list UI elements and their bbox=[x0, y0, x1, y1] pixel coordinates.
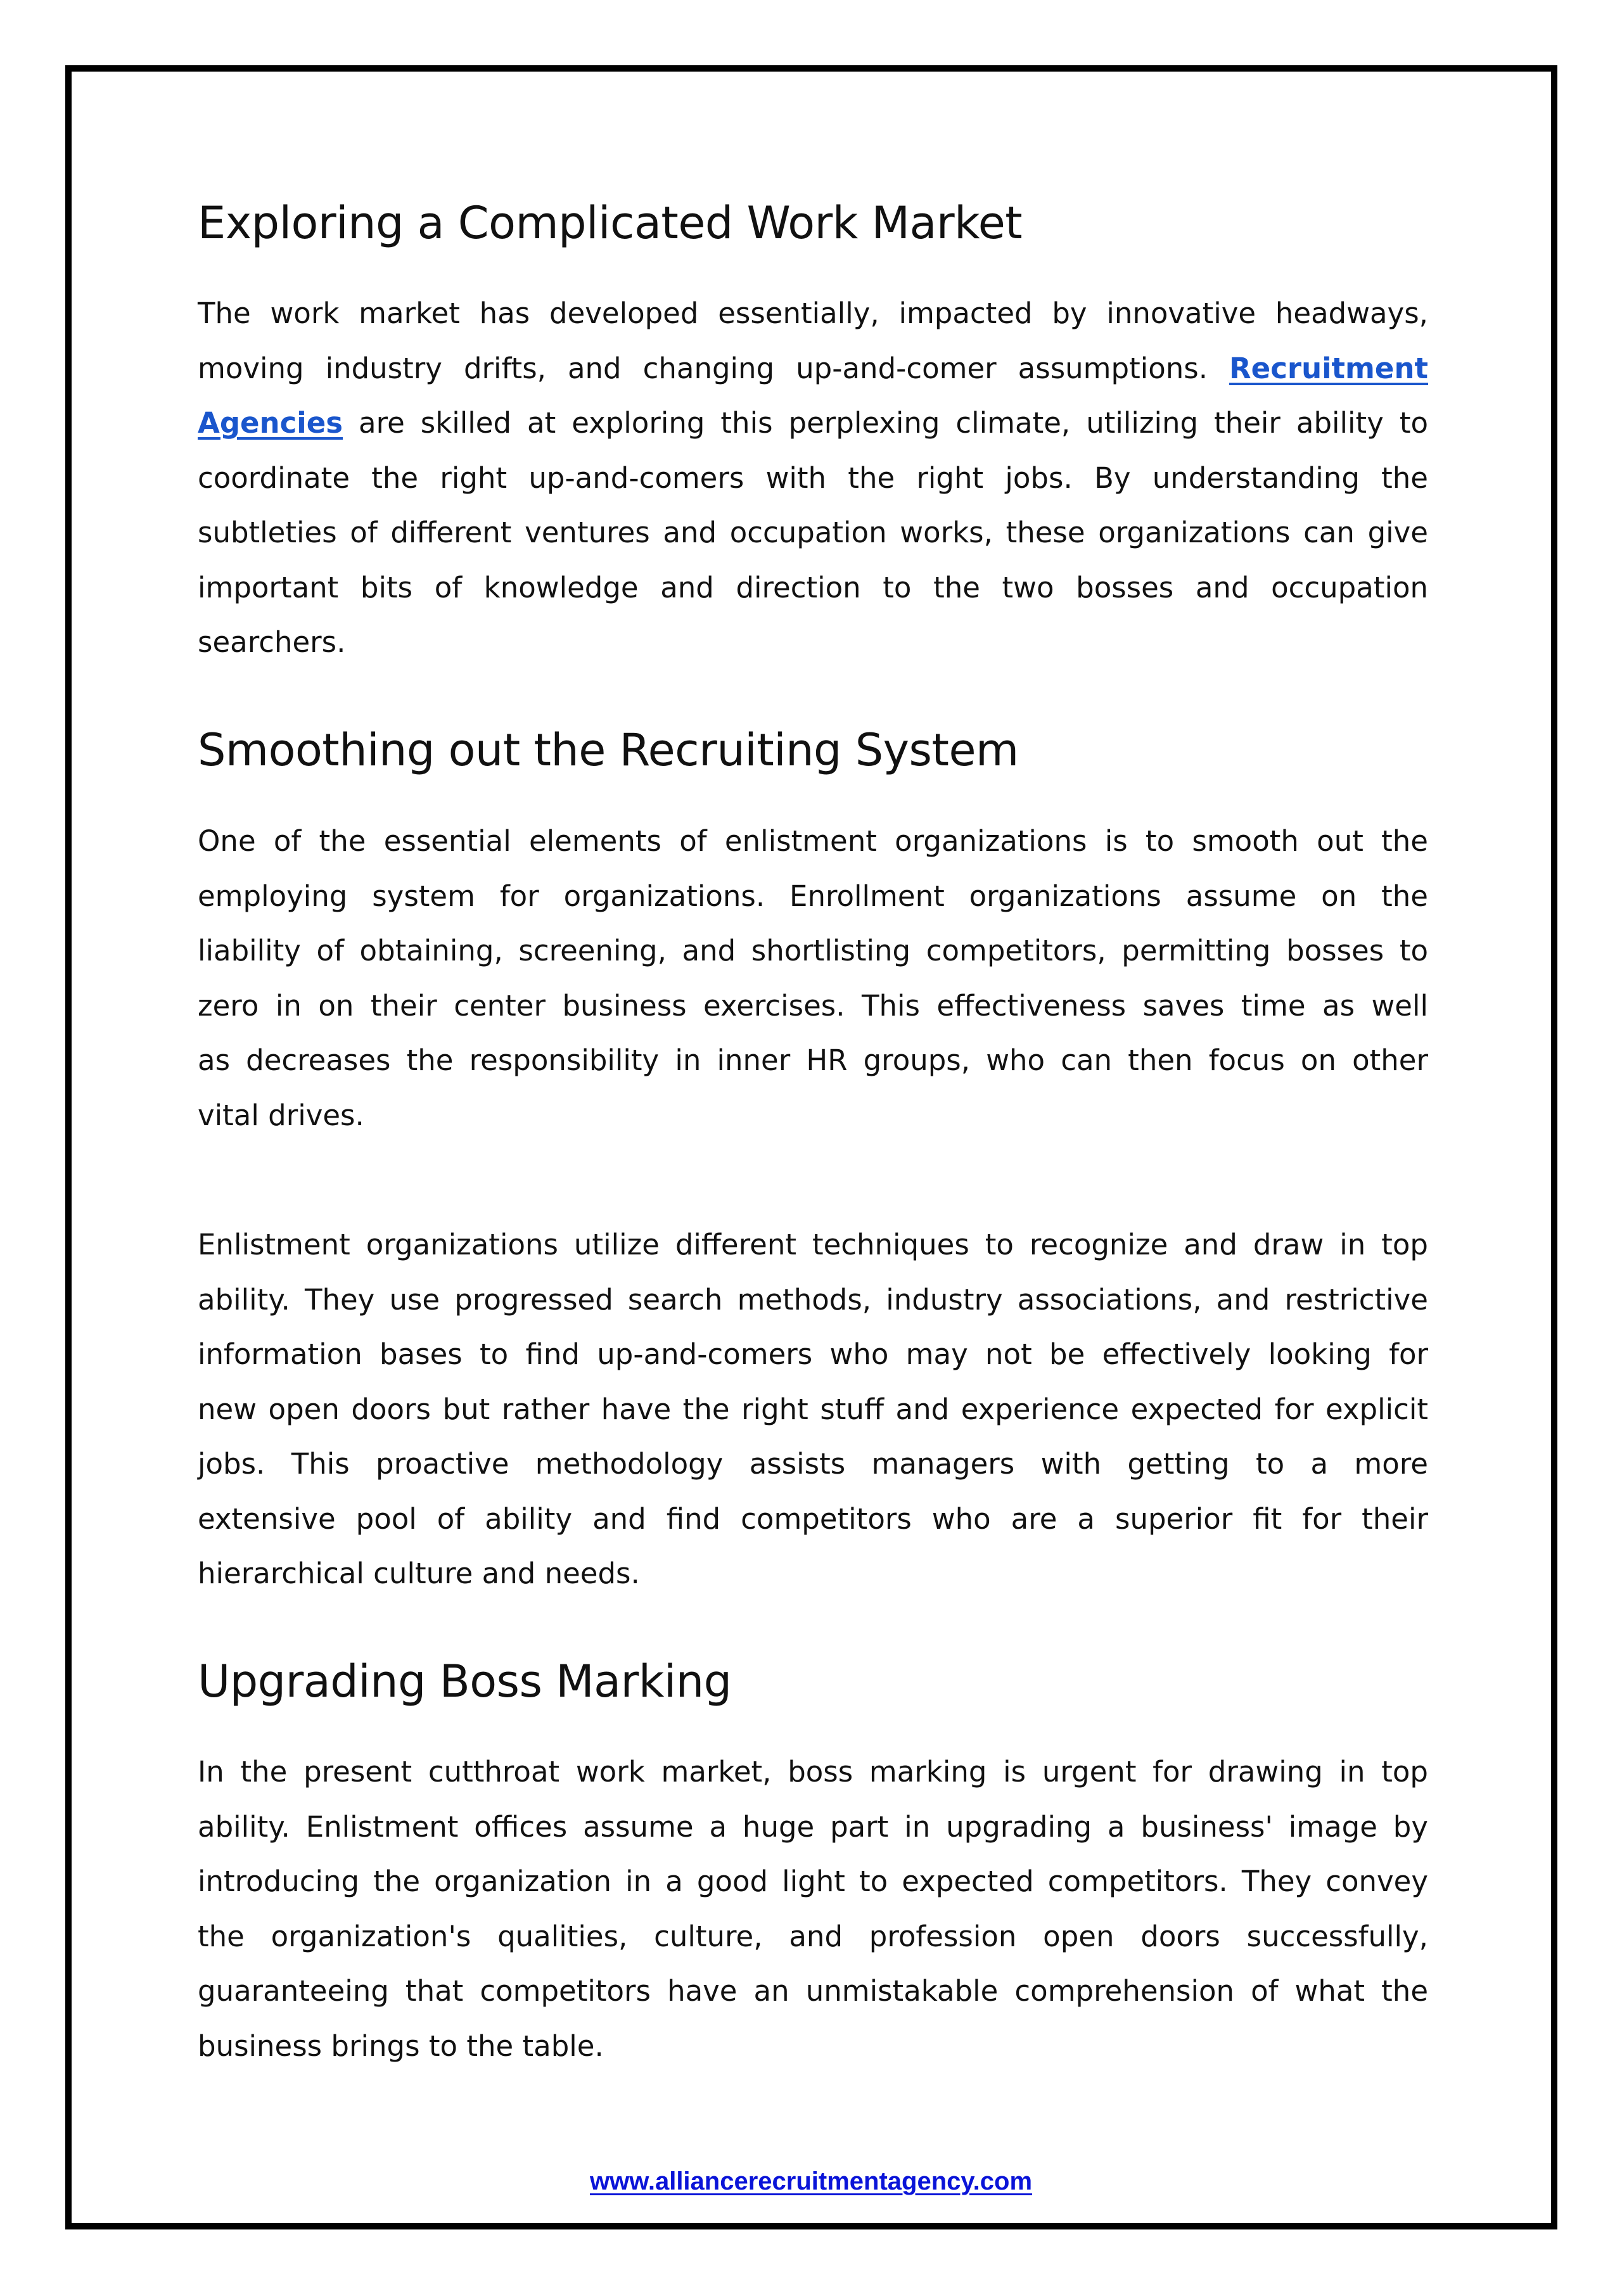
paragraph-line bbox=[198, 1547, 1428, 1602]
paragraph-line bbox=[198, 1088, 1428, 1144]
line-text: vital drives. bbox=[198, 1098, 364, 1132]
section-heading-smoothing: Smoothing out the Recruiting System bbox=[198, 724, 1019, 776]
paragraph-recruiting-system bbox=[198, 814, 1428, 1143]
paragraph-line bbox=[198, 2019, 1428, 2074]
paragraph-line bbox=[198, 396, 1428, 451]
paragraph-line bbox=[198, 1854, 1428, 1910]
paragraph-line bbox=[198, 1437, 1428, 1492]
paragraph-work-market bbox=[198, 286, 1428, 670]
line-text: new open doors but rather have the right stuff and experience expected for explicit bbox=[198, 1392, 1428, 1426]
line-text: jobs. This proactive methodology assists managers with getting to a more bbox=[198, 1447, 1428, 1481]
paragraph-line bbox=[198, 506, 1428, 561]
line-text: extensive pool of ability and find competitors who are a superior fit for their bbox=[198, 1502, 1428, 1536]
section-heading-exploring: Exploring a Complicated Work Market bbox=[198, 197, 1023, 249]
line-text: moving industry drifts, and changing up-and-comer assumptions. bbox=[198, 351, 1230, 385]
line-text: ability. They use progressed search methods, industry associations, and restrictive bbox=[198, 1282, 1428, 1317]
paragraph-line bbox=[198, 924, 1428, 979]
line-text: as decreases the responsibility in inner HR groups, who can then focus on other bbox=[198, 1043, 1428, 1077]
line-text: hierarchical culture and needs. bbox=[198, 1557, 640, 1590]
paragraph-enlistment-techniques bbox=[198, 1218, 1428, 1602]
section-heading-upgrading: Upgrading Boss Marking bbox=[198, 1655, 732, 1707]
line-text: introducing the organization in a good light to expected competitors. They convey bbox=[198, 1865, 1428, 1898]
paragraph-line bbox=[198, 814, 1428, 869]
line-text: are skilled at exploring this perplexing climate, utilizing their ability to bbox=[343, 406, 1428, 440]
paragraph-line bbox=[198, 1964, 1428, 2019]
line-text: guaranteeing that competitors have an unmistakable comprehension of what the bbox=[198, 1974, 1428, 2008]
paragraph-line bbox=[198, 869, 1428, 924]
paragraph-line bbox=[198, 1033, 1428, 1088]
line-text: subtleties of different ventures and occupation works, these organizations can give bbox=[198, 516, 1428, 549]
line-text: liability of obtaining, screening, and shortlisting competitors, permitting bosses to bbox=[198, 934, 1428, 967]
recruitment-agencies-link-part2[interactable]: Agencies bbox=[198, 406, 343, 440]
paragraph-line bbox=[198, 1800, 1428, 1855]
paragraph-line bbox=[198, 1492, 1428, 1547]
paragraph-line bbox=[198, 1273, 1428, 1328]
recruitment-agencies-link-part1[interactable]: Recruitment bbox=[1229, 351, 1428, 385]
line-text: The work market has developed essentially, impacted by innovative headways, bbox=[198, 297, 1428, 330]
footer-website-link[interactable]: www.alliancerecruitmentagency.com bbox=[589, 2167, 1033, 2195]
paragraph-boss-marking bbox=[198, 1745, 1428, 2074]
line-text: employing system for organizations. Enrollment organizations assume on the bbox=[198, 879, 1428, 913]
line-text: One of the essential elements of enlistment organizations is to smooth out the bbox=[198, 824, 1428, 858]
line-text: the organization's qualities, culture, and profession open doors successfully, bbox=[198, 1919, 1428, 1953]
line-text: information bases to find up-and-comers who may not be effectively looking for bbox=[198, 1337, 1428, 1371]
paragraph-line bbox=[198, 451, 1428, 506]
paragraph-line bbox=[198, 979, 1428, 1034]
paragraph-line bbox=[198, 1327, 1428, 1382]
paragraph-line bbox=[198, 615, 1428, 670]
paragraph-line bbox=[198, 286, 1428, 341]
line-text: Enlistment organizations utilize different techniques to recognize and draw in top bbox=[198, 1228, 1428, 1261]
paragraph-line bbox=[198, 1218, 1428, 1273]
paragraph-line bbox=[198, 341, 1428, 397]
line-text: In the present cutthroat work market, boss marking is urgent for drawing in top bbox=[198, 1755, 1428, 1789]
paragraph-line bbox=[198, 561, 1428, 616]
paragraph-line bbox=[198, 1910, 1428, 1965]
line-text: coordinate the right up-and-comers with the right jobs. By understanding the bbox=[198, 461, 1428, 495]
line-text: searchers. bbox=[198, 625, 346, 659]
line-text: ability. Enlistment offices assume a huge part in upgrading a business' image by bbox=[198, 1809, 1428, 1844]
line-text: important bits of knowledge and direction to the two bosses and occupation bbox=[198, 570, 1428, 604]
line-text: zero in on their center business exercises. This effectiveness saves time as well bbox=[198, 988, 1428, 1023]
paragraph-line bbox=[198, 1382, 1428, 1438]
line-text: business brings to the table. bbox=[198, 2029, 604, 2063]
paragraph-line bbox=[198, 1745, 1428, 1800]
